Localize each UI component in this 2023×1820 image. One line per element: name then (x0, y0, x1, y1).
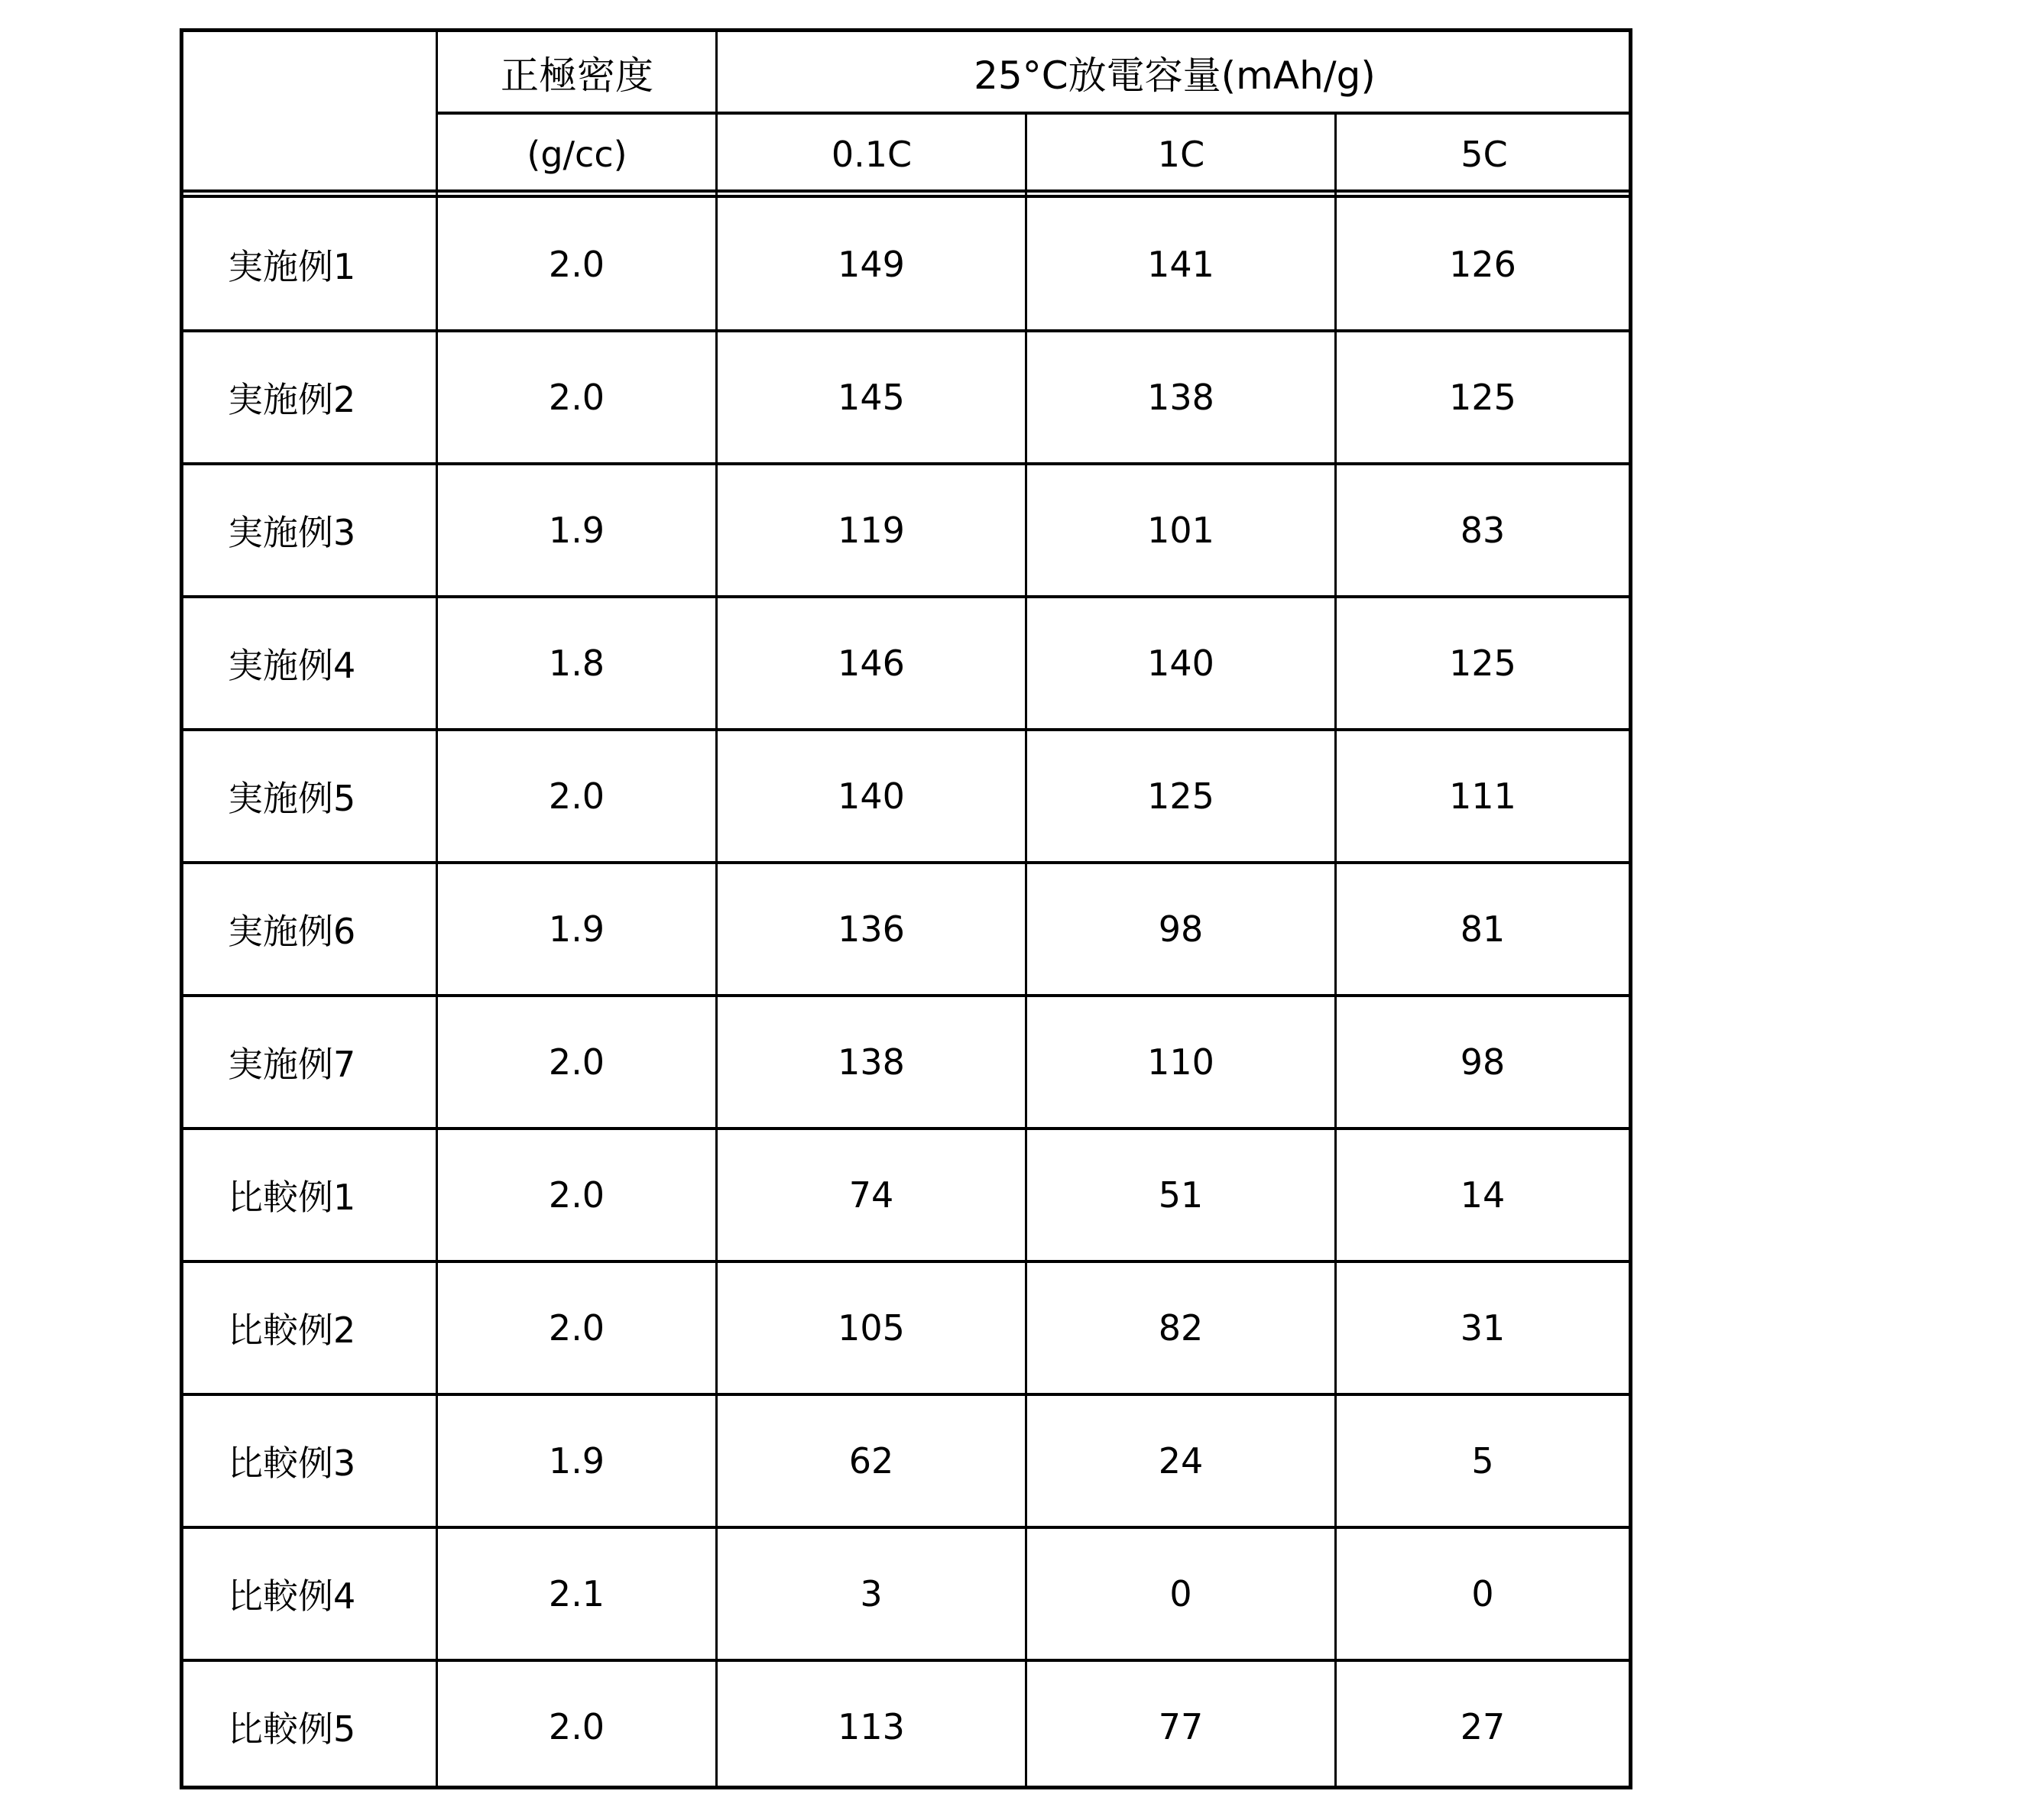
density-cell: 2.0 (548, 776, 605, 817)
row-label: 実施例4 (228, 645, 356, 686)
capacity-5c-cell: 27 (1460, 1706, 1506, 1747)
capacity-0-1c-cell: 105 (838, 1307, 905, 1349)
capacity-5c-cell: 81 (1460, 908, 1506, 950)
capacity-1c-cell: 0 (1169, 1573, 1192, 1614)
col-divider-1 (436, 32, 438, 1786)
density-cell: 2.0 (548, 1174, 605, 1216)
row-label: 実施例3 (228, 512, 356, 553)
capacity-5c-cell: 111 (1449, 776, 1516, 817)
row-label: 比較例3 (228, 1443, 356, 1484)
capacity-0-1c-cell: 119 (838, 510, 905, 551)
density-cell: 2.0 (548, 244, 605, 285)
capacity-5c-cell: 83 (1460, 510, 1506, 551)
capacity-0-1c-cell: 136 (838, 908, 905, 950)
capacity-1c-cell: 82 (1158, 1307, 1204, 1349)
capacity-header: 25°C放電容量(mAh/g) (974, 53, 1376, 98)
capacity-0-1c-cell: 145 (838, 377, 905, 418)
capacity-1c-cell: 125 (1147, 776, 1214, 817)
rate-5c: 5C (1461, 134, 1508, 175)
row-divider (183, 994, 1629, 997)
density-cell: 1.9 (548, 1440, 605, 1482)
col-divider-4 (1334, 113, 1337, 1786)
density-cell: 2.1 (548, 1573, 605, 1614)
capacity-5c-cell: 126 (1449, 244, 1516, 285)
capacity-1c-cell: 140 (1147, 643, 1214, 684)
row-divider (183, 728, 1629, 731)
capacity-1c-cell: 138 (1147, 377, 1214, 418)
col-divider-2 (715, 32, 718, 1786)
row-label: 比較例2 (228, 1310, 356, 1351)
density-cell: 2.0 (548, 377, 605, 418)
capacity-1c-cell: 110 (1147, 1041, 1214, 1083)
table-header (183, 32, 1629, 194)
density-cell: 1.9 (548, 510, 605, 551)
density-cell: 2.0 (548, 1307, 605, 1349)
density-cell: 2.0 (548, 1041, 605, 1083)
row-label: 実施例1 (228, 246, 356, 287)
capacity-5c-cell: 125 (1449, 377, 1516, 418)
row-label: 比較例4 (228, 1575, 356, 1617)
capacity-1c-cell: 98 (1158, 908, 1204, 950)
row-divider (183, 1393, 1629, 1396)
row-divider (183, 861, 1629, 864)
row-divider (183, 462, 1629, 465)
row-label: 比較例5 (228, 1708, 356, 1750)
row-divider (183, 1526, 1629, 1529)
header-divider (437, 112, 1632, 115)
capacity-1c-cell: 101 (1147, 510, 1214, 551)
capacity-1c-cell: 141 (1147, 244, 1214, 285)
capacity-1c-cell: 51 (1158, 1174, 1204, 1216)
rate-0-1c: 0.1C (831, 134, 913, 175)
col-divider-3 (1025, 113, 1027, 1786)
row-label: 実施例7 (228, 1044, 356, 1085)
density-header: 正極密度 (501, 53, 653, 98)
density-cell: 1.8 (548, 643, 605, 684)
capacity-1c-cell: 24 (1158, 1440, 1204, 1482)
capacity-5c-cell: 125 (1449, 643, 1516, 684)
capacity-5c-cell: 98 (1460, 1041, 1506, 1083)
rate-1c: 1C (1157, 134, 1205, 175)
header-double-line-top (183, 189, 1629, 193)
capacity-0-1c-cell: 138 (838, 1041, 905, 1083)
row-label: 比較例1 (228, 1177, 356, 1218)
row-divider (183, 1260, 1629, 1263)
capacity-1c-cell: 77 (1158, 1706, 1204, 1747)
capacity-0-1c-cell: 3 (860, 1573, 883, 1614)
capacity-5c-cell: 0 (1471, 1573, 1494, 1614)
capacity-5c-cell: 14 (1460, 1174, 1506, 1216)
row-divider (183, 595, 1629, 598)
capacity-0-1c-cell: 113 (838, 1706, 905, 1747)
capacity-0-1c-cell: 146 (838, 643, 905, 684)
capacity-5c-cell: 5 (1471, 1440, 1494, 1482)
capacity-0-1c-cell: 140 (838, 776, 905, 817)
row-divider (183, 1659, 1629, 1662)
row-label: 実施例2 (228, 379, 356, 420)
capacity-0-1c-cell: 149 (838, 244, 905, 285)
density-unit: (g/cc) (527, 134, 627, 175)
row-divider (183, 1127, 1629, 1130)
row-label: 実施例5 (228, 778, 356, 819)
row-divider (183, 329, 1629, 332)
capacity-5c-cell: 31 (1460, 1307, 1506, 1349)
capacity-0-1c-cell: 62 (848, 1440, 894, 1482)
capacity-0-1c-cell: 74 (848, 1174, 894, 1216)
density-cell: 2.0 (548, 1706, 605, 1747)
row-label: 実施例6 (228, 911, 356, 952)
density-cell: 1.9 (548, 908, 605, 950)
results-table (180, 28, 1632, 1789)
